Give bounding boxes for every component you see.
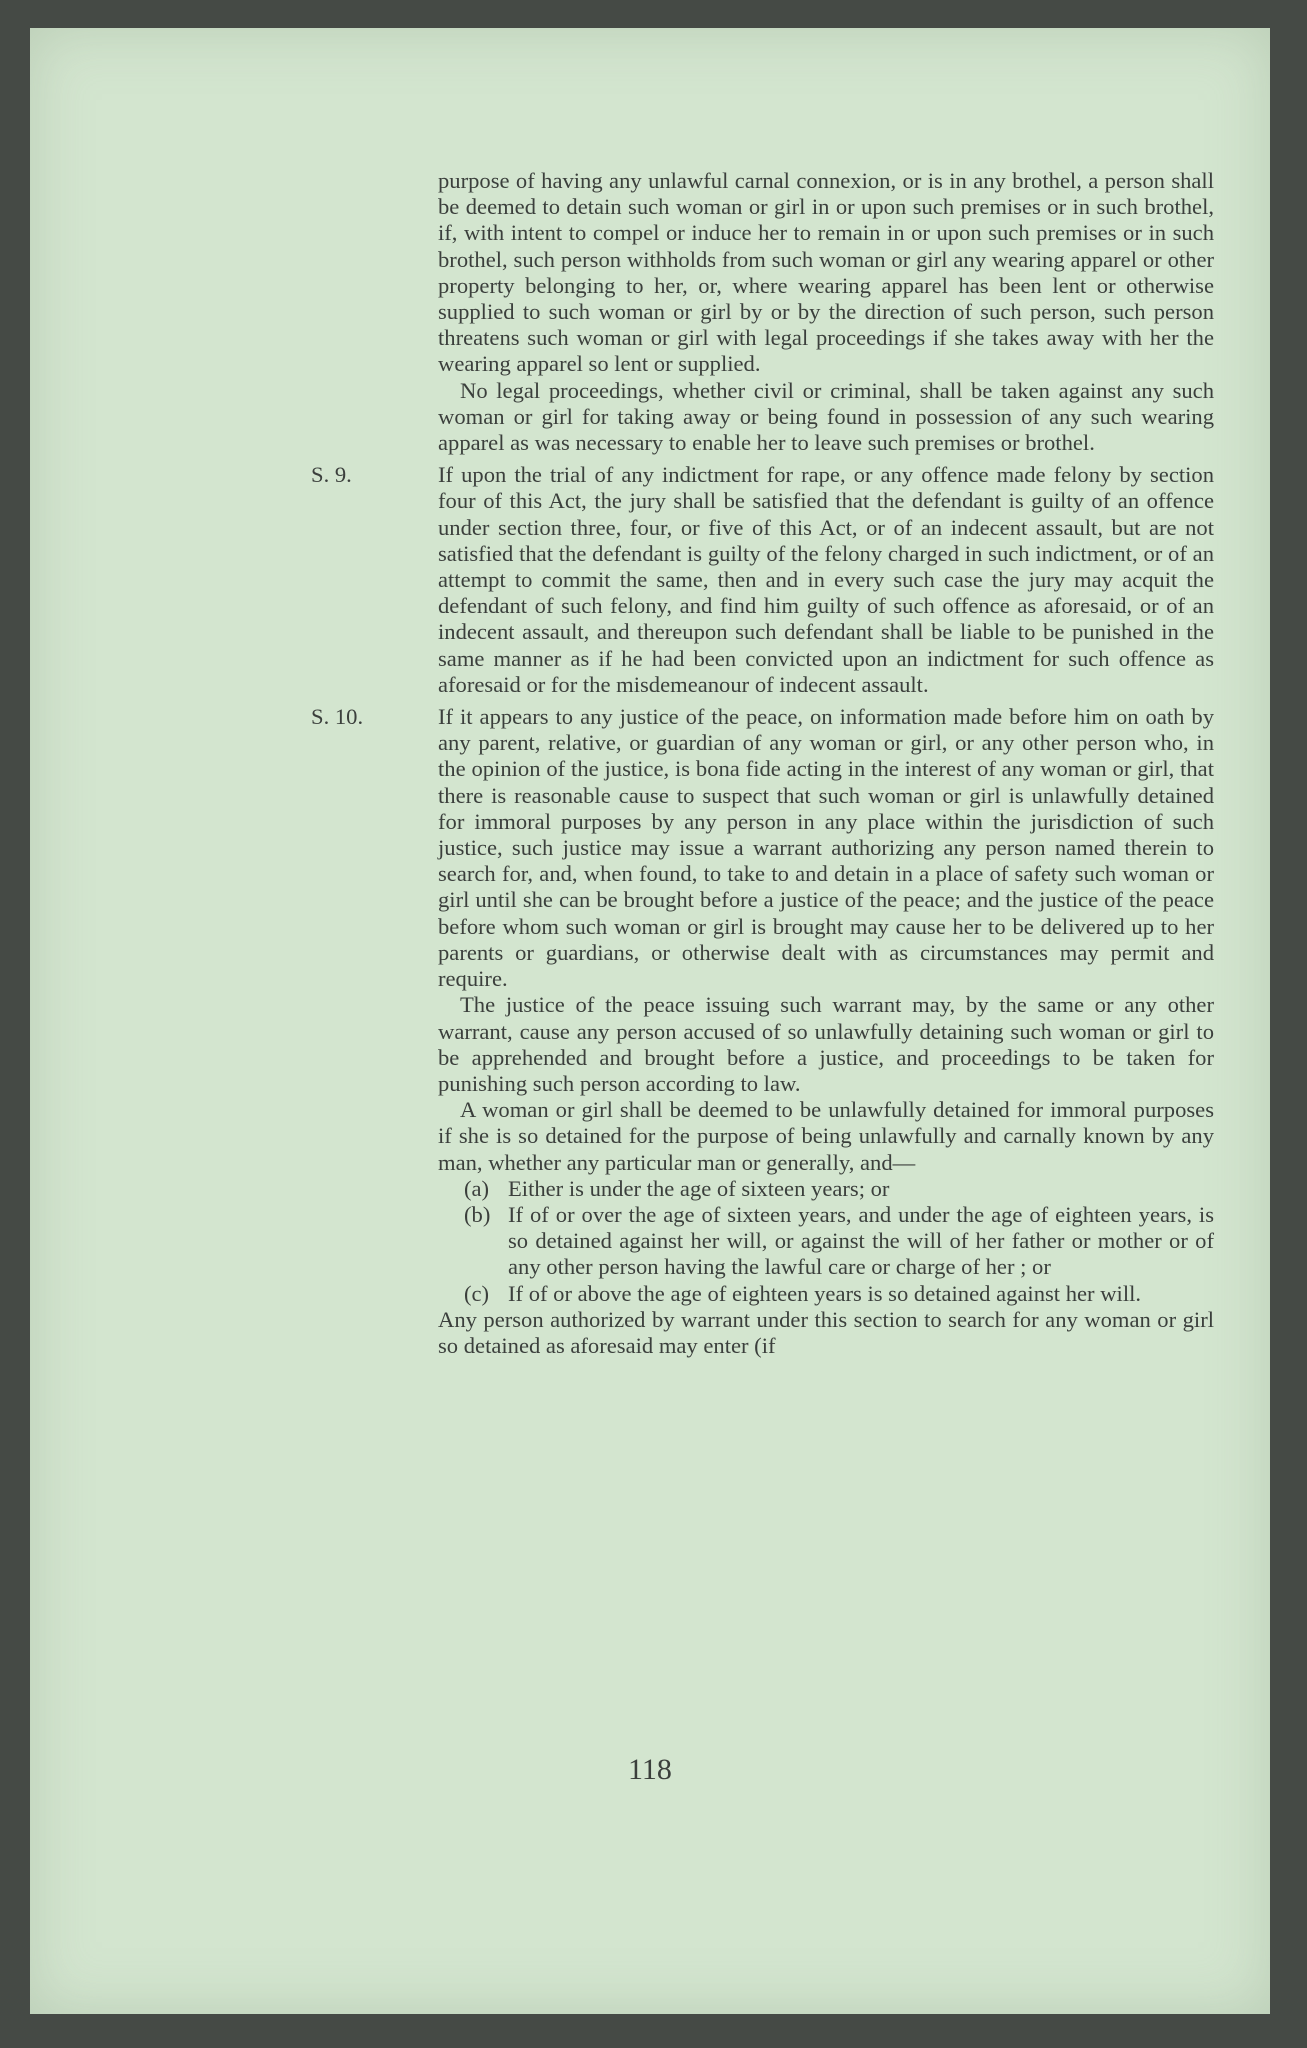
- section-9-text: If upon the trial of any indictment for rape, or any offence made felony by section four of this Act, the jury shall be satisfied that the defendant is guilty of an offence under section three, four, or five of this Act, or of an indecent assault, but are not satisfied that the defendant is guilty of the felony charged in such indictment, or of an attempt to commit the same, then and in every such case the jury may acquit the defendant of such felony, and find him guilty of such offence as aforesaid, or of an indecent assault, and thereupon such defendant shall be liable to be punished in the same manner as if he had been convicted upon an indictment for such offence as aforesaid or for the misdemeanour of indecent assault.: [438, 462, 1214, 697]
- section-10-number: S. 10.: [311, 704, 364, 730]
- section-10-paragraph-2: The justice of the peace issuing such warrant may, by the same or any other warrant, cause any person accused of so unlawfully detaining such woman or girl to be apprehended and brought before a justice, and proceedings to be taken for punishing such person according to law.: [438, 992, 1214, 1096]
- list-item-marker: (c): [464, 1280, 490, 1306]
- list-item: [438, 1281, 1214, 1307]
- list-item-text: Either is under the age of sixteen years; or: [508, 1175, 890, 1201]
- list-item-marker: (a): [464, 1175, 490, 1201]
- section-10: [311, 704, 1214, 1359]
- legal-proceedings-paragraph: No legal proceedings, whether civil or criminal, shall be taken against any such woman or girl for taking away or being found in possession of any such wearing apparel as was necessary to enable her to leave such premises or brothel.: [438, 377, 1214, 456]
- list-item-marker: (b): [464, 1201, 491, 1227]
- list-item-text: If of or over the age of sixteen years, and under the age of eighteen years, is so detained against her will, or against the will of her father or mother or of any other person having the lawful care or charge of her ; or: [508, 1201, 1214, 1280]
- section-10-paragraph-3: A woman or girl shall be deemed to be unlawfully detained for immoral purposes if she is so detained for the purpose of being unlawfully and carnally known by any man, whether any particular man or generally, and—: [438, 1097, 1214, 1175]
- section-9-number: S. 9.: [311, 462, 352, 488]
- document-page: [30, 28, 1270, 2014]
- page-number: 118: [628, 1753, 672, 1786]
- continuation-paragraph: purpose of having any unlawful carnal connexion, or is in any brothel, a person shall be deemed to detain such woman or girl in or upon such premises or in such brothel, if, with intent to compel or induce her to remain in or upon such premises or in such brothel, such person withholds from such woman or girl any wearing apparel or other property belonging to her, or, where wearing apparel has been lent or otherwise supplied to such woman or girl by or by the direction of such person, such person threatens such woman or girl with legal proceedings if she takes away with her the wearing apparel so lent or supplied.: [438, 168, 1214, 377]
- list-item: [438, 1176, 1214, 1202]
- list-item-text: If of or above the age of eighteen years is so detained against her will.: [508, 1280, 1142, 1306]
- section-10-paragraph-4: Any person authorized by warrant under this section to search for any woman or girl so detained as aforesaid may enter (if: [438, 1306, 1214, 1358]
- section-10-paragraph-1: If it appears to any justice of the peace, on information made before him on oath by any parent, relative, or guardian of any woman or girl, or any other person who, in the opinion of the justice, is bona fide acting in the interest of any woman or girl, that there is reasonable cause to suspect that such woman or girl is unlawfully detained for immoral purposes by any person in any place within the jurisdiction of such justice, such justice may issue a warrant authorizing any person named therein to search for, and, when found, to take to and detain in a place of safety such woman or girl until she can be brought before a justice of the peace; and the justice of the peace before whom such woman or girl is brought may cause her to be delivered up to her parents or guardians, or otherwise dealt with as circumstances may permit and require.: [438, 704, 1214, 992]
- detention-conditions-list: [438, 1176, 1214, 1307]
- section-9: [311, 462, 1214, 698]
- page-body: [311, 168, 1214, 1359]
- list-item: [438, 1202, 1214, 1281]
